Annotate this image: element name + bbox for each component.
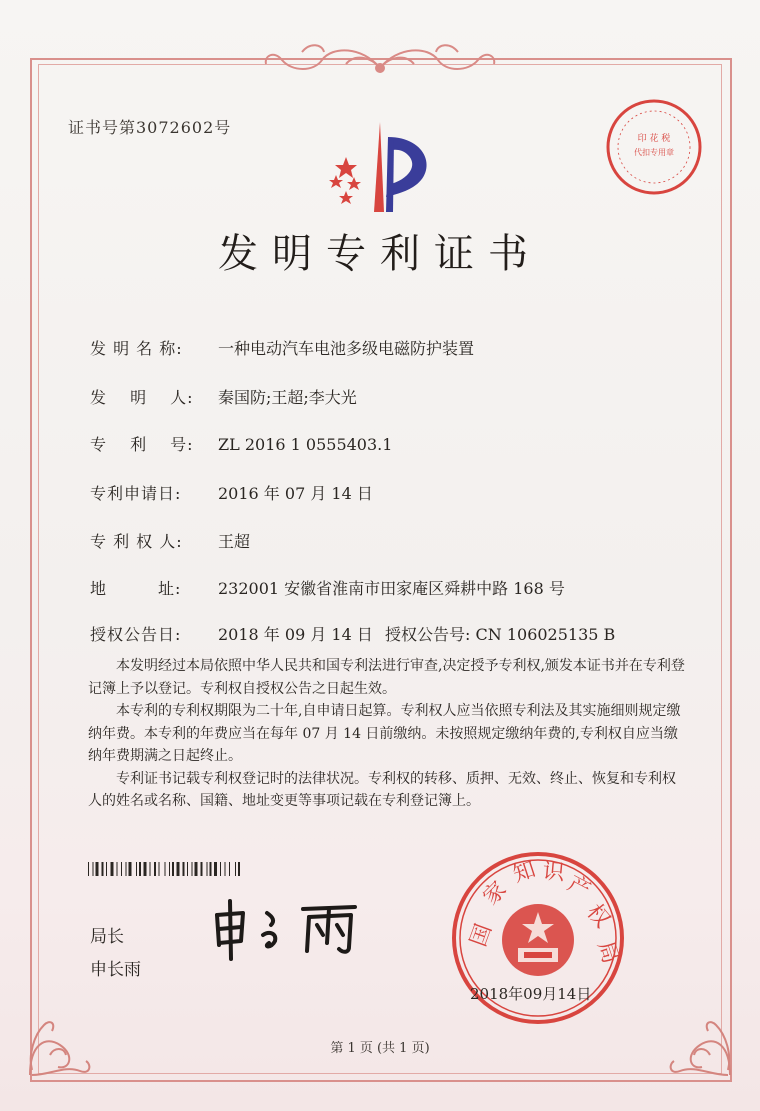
svg-text:家: 家 — [478, 876, 512, 911]
svg-text:识: 识 — [541, 859, 566, 886]
field-value: 秦国防;王超;李大光 — [218, 388, 357, 407]
barcode-bar — [177, 862, 180, 876]
barcode-bar — [192, 862, 193, 876]
director-name: 申长雨 — [90, 960, 141, 980]
body-paragraph: 本专利的专利权期限为二十年,自申请日起算。专利权人应当依照专利法及其实施细则规定缴纳年费。本专利的年费应当在每年 07 月 14 日前缴纳。未按照规定缴纳年费的,专利权自应当缴纳年费期满之日起终止。 — [88, 703, 681, 764]
barcode-bar — [165, 862, 166, 876]
field-grant-publication-number — [385, 622, 615, 645]
tax-stamp — [604, 97, 704, 197]
field-value: 2016 年 07 月 14 日 — [218, 484, 373, 503]
field-value: ZL 2016 1 0555403.1 — [218, 435, 393, 454]
barcode-bar — [129, 862, 132, 876]
barcode — [88, 862, 290, 876]
field-inventors — [90, 385, 357, 408]
body-paragraph: 专利证书记载专利权登记时的法律状况。专利权的转移、质押、无效、终止、恢复和专利权人的姓名或名称、国籍、地址变更等事项记载在专利登记簿上。 — [88, 770, 676, 809]
barcode-bar — [214, 862, 217, 876]
field-patent-number — [90, 432, 392, 455]
field-value: CN 106025135 B — [475, 625, 616, 644]
top-ornament — [262, 38, 498, 82]
svg-text:知: 知 — [510, 857, 539, 888]
barcode-bar — [169, 862, 170, 876]
barcode-bar — [195, 862, 198, 876]
director-title: 局长 — [90, 927, 124, 947]
field-label: 授权公告号: — [385, 625, 471, 644]
barcode-bar — [225, 862, 226, 876]
barcode-bar — [159, 862, 160, 876]
barcode-bar — [220, 862, 221, 876]
barcode-bar — [121, 862, 122, 876]
barcode-bar — [111, 862, 114, 876]
seal-date: 2018年09月14日 — [470, 985, 592, 1003]
field-value: 2018 年 09 月 14 日 — [218, 625, 373, 644]
field-patentee — [90, 529, 250, 552]
barcode-bar — [183, 862, 185, 876]
field-value: 王超 — [218, 532, 251, 551]
barcode-bar — [207, 862, 208, 876]
field-value: 一种电动汽车电池多级电磁防护装置 — [218, 339, 475, 358]
barcode-bar — [136, 862, 137, 876]
barcode-bar — [96, 862, 99, 876]
barcode-bar — [229, 862, 230, 876]
barcode-bar — [126, 862, 127, 876]
barcode-bar — [144, 862, 147, 876]
field-address — [90, 576, 565, 599]
svg-text:代扣专用章: 代扣专用章 — [634, 148, 674, 157]
barcode-bar — [172, 862, 174, 876]
svg-text:权: 权 — [581, 899, 615, 933]
director-signature — [205, 895, 405, 965]
barcode-bar — [88, 862, 89, 876]
field-label: 发 明 人: — [90, 388, 194, 407]
field-label: 专 利 号: — [90, 435, 194, 454]
barcode-bar — [106, 862, 107, 876]
field-label: 专利申请日: — [90, 484, 182, 503]
barcode-bar — [102, 862, 104, 876]
svg-text:国: 国 — [466, 920, 498, 951]
field-value: 232001 安徽省淮南市田家庵区舜耕中路 168 号 — [218, 579, 565, 598]
page-number: 第 1 页 (共 1 页) — [330, 1041, 430, 1056]
field-label: 地 址: — [90, 579, 182, 598]
barcode-bar — [187, 862, 188, 876]
field-invention-name — [90, 336, 474, 359]
barcode-bar — [139, 862, 141, 876]
barcode-bar — [150, 862, 151, 876]
barcode-bar — [210, 862, 212, 876]
field-label: 发 明 名 称: — [90, 339, 183, 358]
field-grant-date — [90, 622, 373, 645]
svg-text:产: 产 — [563, 871, 595, 904]
barcode-bar — [201, 862, 203, 876]
barcode-bar — [154, 862, 156, 876]
field-label: 授权公告日: — [90, 625, 182, 644]
barcode-bar — [238, 862, 240, 876]
barcode-bar — [93, 862, 94, 876]
certificate-number: 证书号第3072602号 — [68, 118, 232, 137]
body-paragraph: 本发明经过本局依照中华人民共和国专利法进行审查,决定授予专利权,颁发本证书并在专利登记簿上予以登记。专利权自授权公告之日起生效。 — [88, 658, 685, 697]
svg-text:局: 局 — [592, 938, 623, 967]
barcode-bar — [235, 862, 236, 876]
svg-text:印 花 税: 印 花 税 — [637, 134, 671, 144]
certificate-title: 发明专利证书 — [218, 231, 542, 277]
bottom-right-ornament — [660, 975, 740, 1080]
bottom-left-ornament — [20, 975, 100, 1080]
field-label: 专 利 权 人: — [90, 532, 183, 551]
field-application-date — [90, 481, 373, 504]
certificate-body — [88, 655, 688, 813]
barcode-bar — [117, 862, 118, 876]
cnipa-logo-icon — [318, 117, 443, 217]
